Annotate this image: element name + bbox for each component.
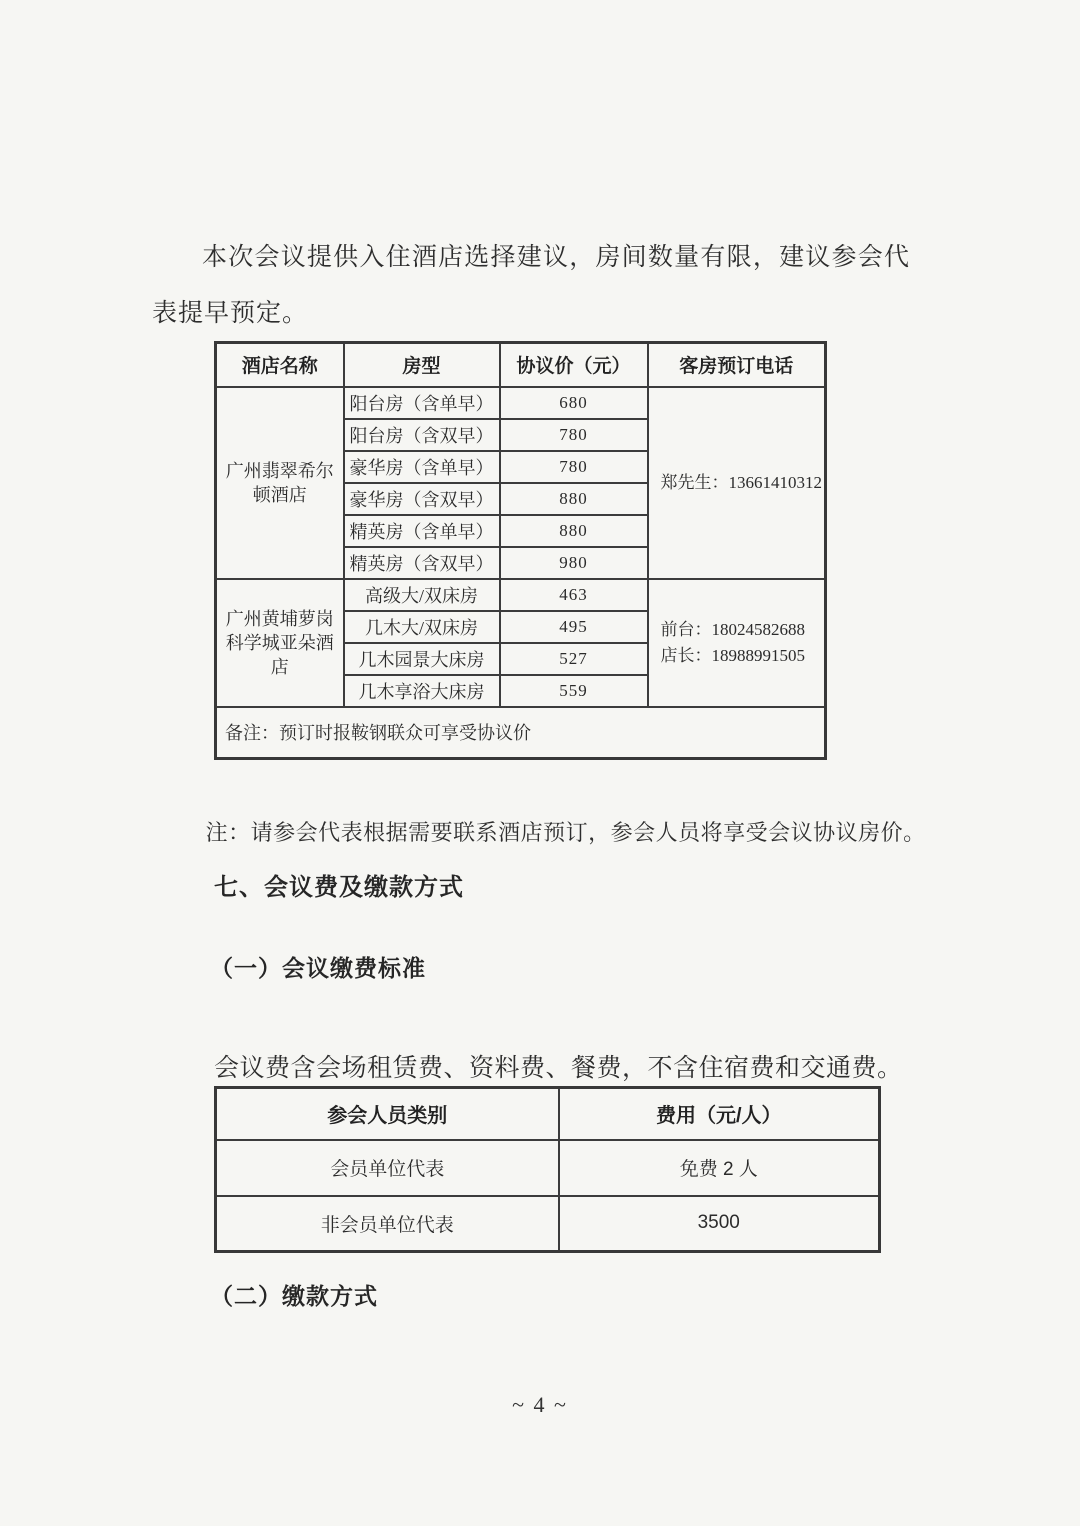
page-number: ~ 4 ~ — [512, 1392, 568, 1417]
header-attendee-category: 参会人员类别 — [216, 1088, 559, 1140]
header-room-type: 房型 — [344, 343, 500, 387]
table-row — [216, 1196, 880, 1252]
room-price-cell: 780 — [500, 419, 648, 451]
room-price-cell: 463 — [500, 579, 648, 611]
table-row — [216, 579, 826, 611]
fee-table-header-row — [216, 1088, 880, 1140]
header-fee: 费用（元/人） — [559, 1088, 880, 1140]
room-price-cell: 495 — [500, 611, 648, 643]
fee-category-cell: 非会员单位代表 — [216, 1196, 559, 1252]
fee-table — [214, 1086, 881, 1253]
room-price-cell: 559 — [500, 675, 648, 707]
header-hotel-name: 酒店名称 — [216, 343, 344, 387]
intro-paragraph: 本次会议提供入住酒店选择建议，房间数量有限，建议参会代表提早预定。 — [152, 244, 910, 327]
fee-category-cell: 会员单位代表 — [216, 1140, 559, 1196]
header-phone: 客房预订电话 — [648, 343, 826, 387]
room-price-cell: 780 — [500, 451, 648, 483]
room-price-cell: 527 — [500, 643, 648, 675]
table-row — [216, 387, 826, 419]
room-price-cell: 680 — [500, 387, 648, 419]
hotel-table — [214, 341, 827, 760]
room-price-cell: 880 — [500, 515, 648, 547]
fee-value-cell: 3500 — [559, 1196, 880, 1252]
fee-description: 会议费含会场租赁费、资料费、餐费，不含住宿费和交通费。 — [214, 1055, 903, 1082]
section-heading-7: 七、会议费及缴款方式 — [214, 874, 464, 901]
remark-row — [216, 707, 826, 759]
note-paragraph: 注：请参会代表根据需要联系酒店预订，参会人员将享受会议协议房价。 — [205, 820, 926, 845]
room-type-cell: 高级大/双床房 — [344, 579, 500, 611]
room-price-cell: 980 — [500, 547, 648, 579]
table-row — [216, 1140, 880, 1196]
contact-cell — [648, 387, 826, 579]
contact-cell — [648, 579, 826, 707]
contact-line: 郑先生：13661410312 — [660, 472, 822, 492]
hotel-name-cell: 广州翡翠希尔顿酒店 — [216, 387, 344, 579]
contact-line: 店长：18988991505 — [660, 645, 805, 665]
room-price-cell: 880 — [500, 483, 648, 515]
room-type-cell: 精英房（含单早） — [344, 515, 500, 547]
room-type-cell: 精英房（含双早） — [344, 547, 500, 579]
subsection-heading-2: （二）缴款方式 — [210, 1283, 378, 1309]
room-type-cell: 几木大/双床房 — [344, 611, 500, 643]
room-type-cell: 阳台房（含双早） — [344, 419, 500, 451]
room-type-cell: 阳台房（含单早） — [344, 387, 500, 419]
room-type-cell: 豪华房（含双早） — [344, 483, 500, 515]
subsection-heading-1: （一）会议缴费标准 — [210, 955, 426, 981]
room-type-cell: 豪华房（含单早） — [344, 451, 500, 483]
room-type-cell: 几木享浴大床房 — [344, 675, 500, 707]
fee-value-cell: 免费 2 人 — [559, 1140, 880, 1196]
header-price: 协议价（元） — [500, 343, 648, 387]
contact-line: 前台：18024582688 — [660, 619, 805, 639]
hotel-name-cell: 广州黄埔萝岗科学城亚朵酒店 — [216, 579, 344, 707]
hotel-table-header-row — [216, 343, 826, 387]
room-type-cell: 几木园景大床房 — [344, 643, 500, 675]
remark-cell: 备注：预订时报鞍钢联众可享受协议价 — [216, 707, 826, 759]
